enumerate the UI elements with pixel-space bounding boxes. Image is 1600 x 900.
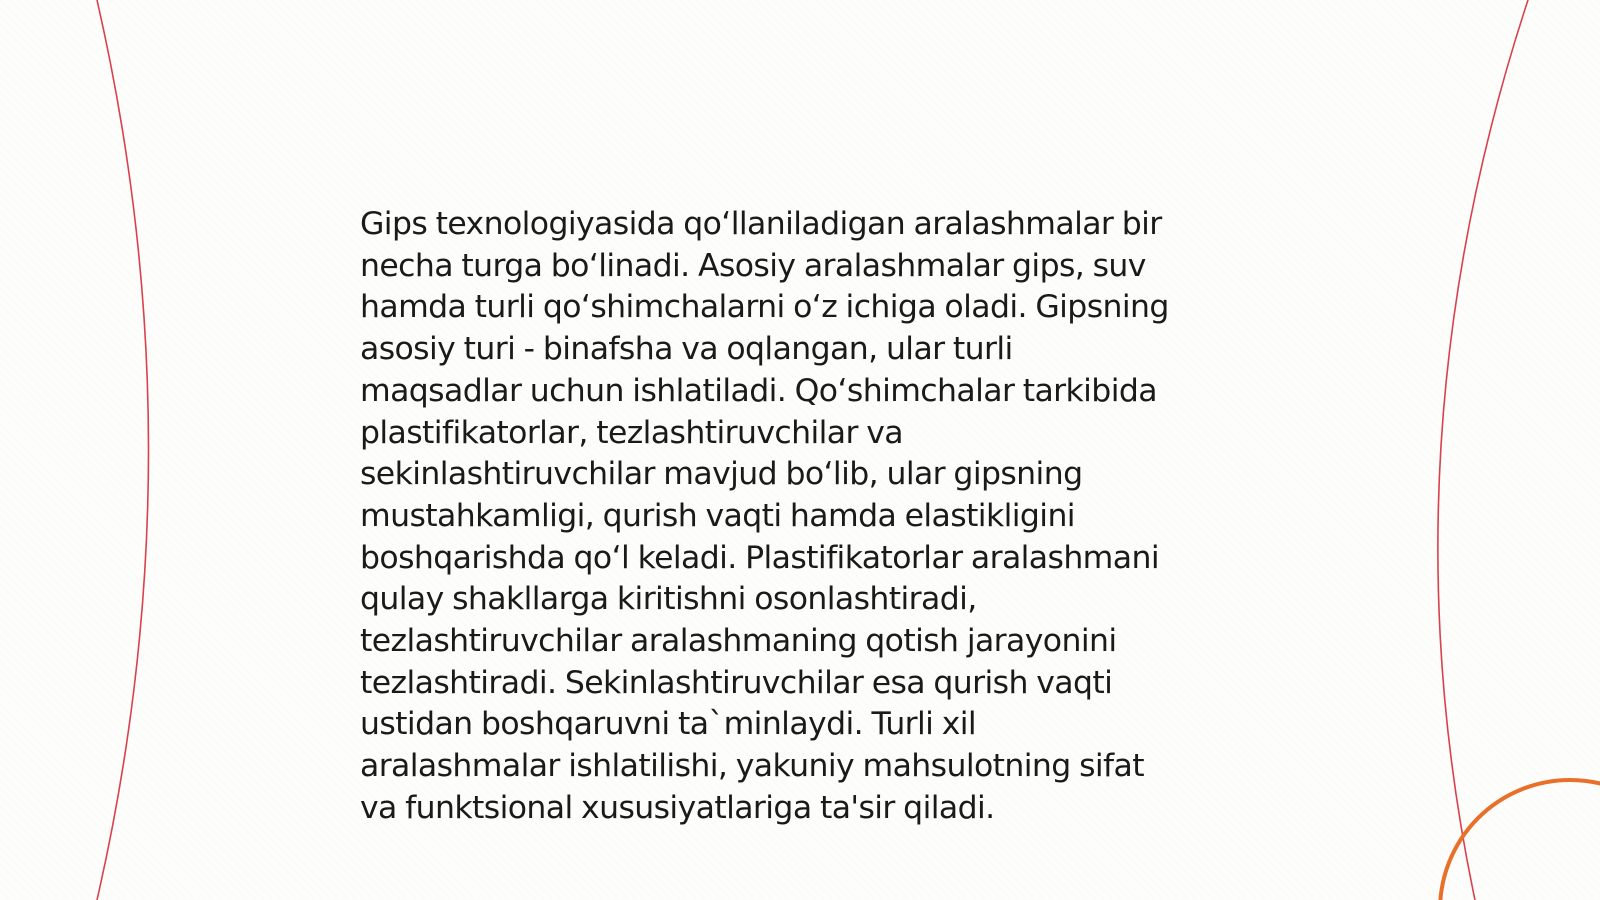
paragraph-line: aralashmalar ishlatilishi, yakuniy mahsulotning sifat — [360, 748, 1144, 785]
paragraph-line: tezlashtiruvchilar aralashmaning qotish jarayonini — [360, 623, 1117, 660]
body-paragraph — [360, 204, 1240, 830]
paragraph-line: sekinlashtiruvchilar mavjud bo‘lib, ular gipsning — [360, 456, 1083, 493]
paragraph-line: qulay shakllarga kiritishni osonlashtiradi, — [360, 581, 977, 618]
paragraph-line: Gips texnologiyasida qo‘llaniladigan aralashmalar bir — [360, 206, 1162, 242]
paragraph-line: necha turga bo‘linadi. Asosiy aralashmalar gips, suv — [360, 247, 1146, 284]
paragraph-line: ustidan boshqaruvni ta`minlaydi. Turli xil — [360, 706, 977, 743]
paragraph-line: asosiy turi - binafsha va oqlangan, ular turli — [360, 331, 1013, 368]
paragraph-line: maqsadlar uchun ishlatiladi. Qo‘shimchalar tarkibida — [360, 372, 1157, 409]
paragraph-line: tezlashtiradi. Sekinlashtiruvchilar esa qurish vaqti — [360, 664, 1113, 701]
paragraph-line: plastifikatorlar, tezlashtiruvchilar va — [360, 414, 903, 451]
paragraph-line: hamda turli qo‘shimchalarni o‘z ichiga oladi. Gipsning — [360, 289, 1169, 326]
left-arc-line — [97, 0, 149, 900]
paragraph-line: mustahkamligi, qurish vaqti hamda elastikligini — [360, 497, 1075, 534]
right-arc-line — [1438, 0, 1528, 900]
paragraph-line: va funktsional xususiyatlariga ta'sir qiladi. — [360, 789, 995, 826]
paragraph-line: boshqarishda qo‘l keladi. Plastifikatorlar aralashmani — [360, 539, 1159, 576]
